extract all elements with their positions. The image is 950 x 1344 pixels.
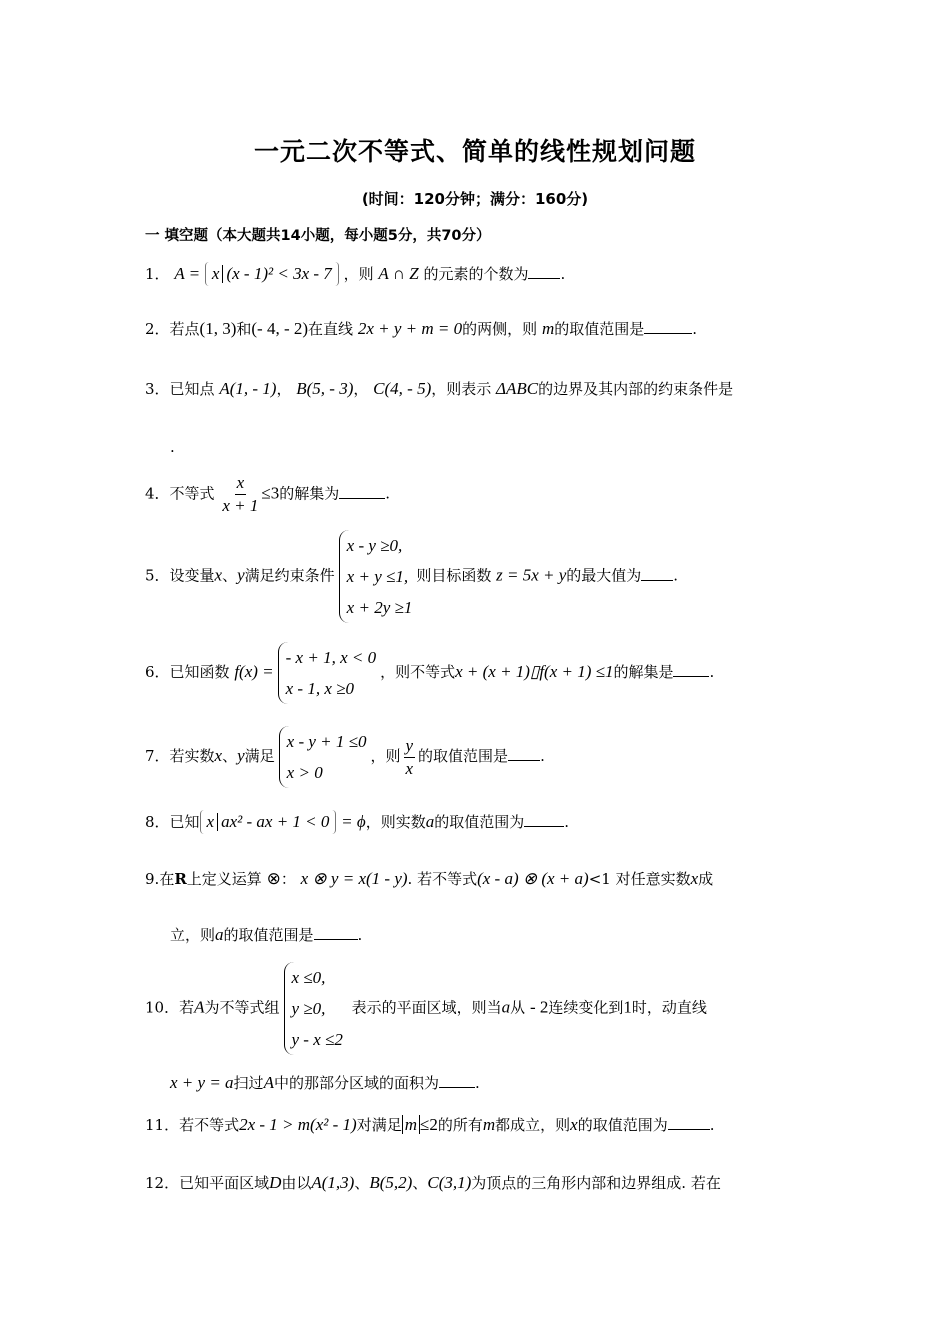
constraint-system: x - y ≥0, x + y ≤1, x + 2y ≥1 (339, 530, 413, 623)
fraction: $\frac{y}{x}$ (405, 735, 414, 778)
constraint-system: x - y + 1 ≤0 x > 0 (279, 726, 367, 788)
question-8: 8．已知 x ax² - ax + 1 < 0 = ϕ，则实数a的取值范围为 . (145, 810, 569, 834)
piecewise-function: - x + 1, x < 0 x - 1, x ≥0 (278, 642, 376, 704)
question-6: 6．已知函数 f(x) = - x + 1, x < 0 x - 1, x ≥0 ，则不等式x + (x + 1)▯f(x + 1) ≤1的解集是 . (145, 642, 714, 704)
answer-blank[interactable] (339, 484, 385, 499)
answer-blank[interactable] (314, 925, 358, 940)
question-12: 12．已知平面区域D由以A(1,3)、B(5,2)、C(3,1)为顶点的三角形内部和边界组成. 若在 (145, 1173, 721, 1192)
question-4: 4．不等式 $\frac{x}{x + 1}$ ≤3的解集为 . (145, 473, 390, 515)
exam-info: (时间：120分钟；满分：160分) (361, 190, 589, 208)
set-builder: x (x - 1)² < 3x - 7 (205, 262, 339, 286)
answer-blank[interactable] (524, 812, 564, 827)
answer-blank[interactable] (641, 566, 673, 581)
question-10: 10．若A为不等式组 x ≤0, y ≥0, y - x ≤2 表示的平面区域，则当a从 - 2连续变化到1时，动直线 (145, 962, 707, 1055)
answer-blank[interactable] (528, 264, 560, 279)
answer-blank[interactable] (668, 1115, 710, 1130)
question-3-end: . (170, 438, 175, 456)
question-3: 3．已知点 A(1, - 1)， B(5, - 3)， C(4, - 5)，则表示 ΔABC的边界及其内部的约束条件是 (145, 379, 734, 398)
question-9-continued: 立，则a的取值范围是 . (170, 925, 363, 944)
answer-blank[interactable] (508, 746, 540, 761)
set-builder: x ax² - ax + 1 < 0 (200, 810, 337, 834)
question-1: 1． A = x (x - 1)² < 3x - 7 ，则 A ∩ Z 的元素的个数为 . (145, 262, 565, 286)
section-heading: 一 填空题（本大题共14小题，每小题5分，共70分） (145, 228, 491, 244)
question-2: 2．若点(1, 3)和(- 4, - 2)在直线 2x + y + m = 0的两侧，则 m的取值范围是 . (145, 319, 698, 338)
answer-blank[interactable] (439, 1073, 475, 1088)
question-11: 11．若不等式2x - 1 > m(x² - 1)对满足 m ≤2的所有m都成立，则x的取值范围为 . (145, 1115, 715, 1134)
page-title: 一元二次不等式、简单的线性规划问题 (253, 137, 696, 166)
answer-blank[interactable] (644, 319, 692, 334)
question-9: 9.在R上定义运算 ⊗： x ⊗ y = x(1 - y). 若不等式(x - a) ⊗ (x + a)<1 对任意实数x成 (145, 869, 714, 888)
question-10-continued: x + y = a扫过A中的那部分区域的面积为 . (170, 1073, 480, 1092)
question-5: 5．设变量x、y满足约束条件 x - y ≥0, x + y ≤1, x + 2y ≥1 则目标函数 z = 5x + y的最大值为 . (145, 530, 678, 623)
answer-blank[interactable] (673, 662, 709, 677)
constraint-system: x ≤0, y ≥0, y - x ≤2 (284, 962, 343, 1055)
fraction: $\frac{x}{x + 1}$ (222, 473, 259, 515)
question-7: 7．若实数x、y满足 x - y + 1 ≤0 x > 0 ，则 $\frac{y}{x}$ 的取值范围是 . (145, 726, 545, 788)
